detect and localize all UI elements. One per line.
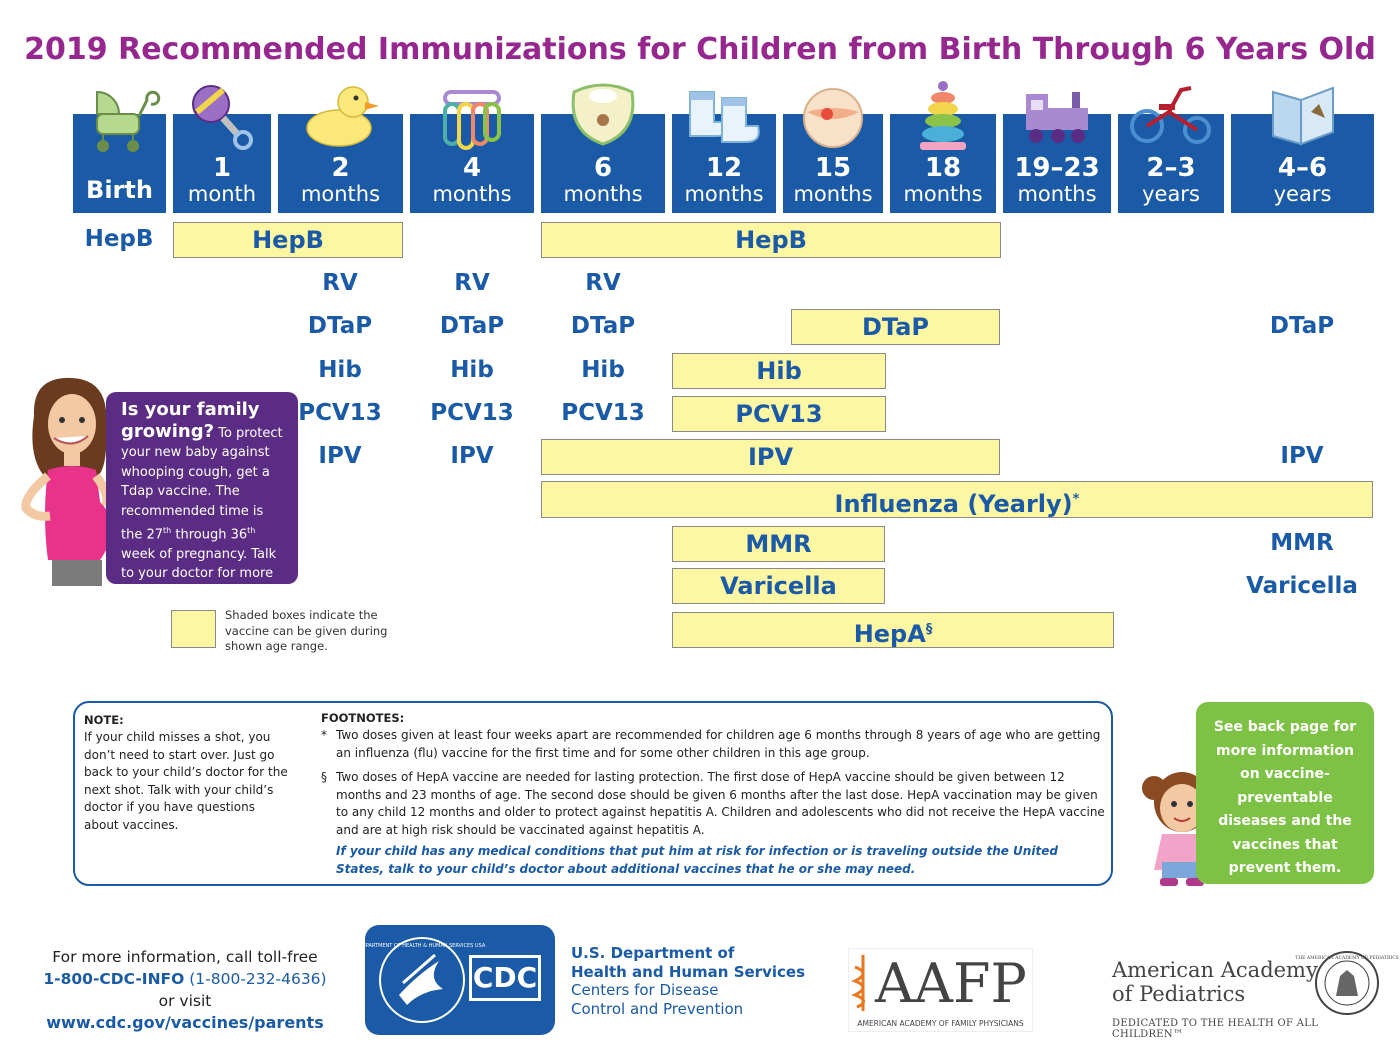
vaccine-varicella-4-6-years: Varicella [1246,573,1358,599]
bar-pcv13-12-15-months [672,396,886,432]
age-number: 4–6 [1277,153,1328,183]
age-unit: years [1273,182,1332,206]
contact-info [40,946,330,1034]
hhs-seal-icon [358,935,486,1025]
vaccine-pcv13-4-months: PCV13 [430,400,514,426]
phone-number: (1-800-232-4636) [184,970,327,988]
vaccine-rv-2-months: RV [322,270,358,296]
contact-line-3: or visit [158,992,212,1010]
hhs-line-2: Health and Human Services [571,962,805,981]
bar-label: IPV [747,443,794,471]
bar-hepb-1-2-months [173,222,403,258]
hhs-cdc-logo [358,925,555,1035]
bar-label: PCV13 [735,400,823,428]
aafp-logo-text: AAFP [875,952,1027,1015]
age-unit: years [1142,182,1200,206]
vaccine-ipv-4-months: IPV [450,443,494,469]
callout-sup-1: th [163,526,172,535]
age-unit: months [903,182,983,206]
bib-icon [568,82,638,148]
bar-mmr-12-15-months [672,526,885,562]
age-number: 2–3 [1146,153,1196,183]
bar-label: DTaP [862,313,929,341]
age-column-18-months [890,114,996,213]
bar-varicella-12-15-months [672,568,885,604]
website-link[interactable]: www.cdc.gov/vaccines/parents [46,1013,324,1032]
legend-swatch [171,610,216,648]
bar-label: Varicella [720,572,837,600]
callout-body-3: week of pregnancy. Talk to your doctor for more details. [121,546,277,601]
age-column-2-months [278,114,403,213]
seal-text: DEPARTMENT OF HEALTH & HUMAN SERVICES USA [358,943,486,949]
age-number: 6 [593,153,613,183]
footnote-influenza: Two doses given at least four weeks apart are recommended for children age 6 months through 8 years of age who are getting an influenza (flu) vaccine for the first time and for some other children in this age group. [336,728,1101,760]
vaccine-dtap-4-6-years: DTaP [1269,313,1335,339]
stacking-rings-icon [918,80,968,152]
bar-label: HepB [735,226,807,254]
vaccine-hepb-birth: HepB [84,226,154,252]
aap-line-2: of Pediatrics [1112,982,1246,1006]
vaccine-hib-4-months: Hib [450,357,494,383]
age-unit: months [432,182,512,206]
age-column-4-6-years [1231,114,1374,213]
bar-hib-12-15-months [672,353,886,389]
age-column-1-month [173,114,271,213]
cdc-line-2: Control and Prevention [571,999,744,1018]
bar-label: HepA [853,620,926,648]
callout-sup-2: th [247,526,256,535]
vaccine-hib-2-months: Hib [318,357,362,383]
aafp-subtitle: AMERICAN ACADEMY OF FAMILY PHYSICIANS [857,1019,1024,1028]
aafp-logo [848,948,1033,1032]
callout-body-1: To protect your new baby against whooping cough, get a Tdap vaccine. The recommended time is the 27 [121,425,283,543]
note-text: If your child misses a shot, you don’t need to start over. Just go back to your child’s doctor for the next shot. Talk with your child’s doctor if you have questions about vaccines. [84,730,288,832]
aap-line-1: American Academy [1112,958,1318,982]
callout-headline: Is your family growing? [121,399,260,442]
vaccine-rv-6-months: RV [585,270,621,296]
bar-influenza-yearly [541,481,1373,518]
vaccine-hib-6-months: Hib [581,357,625,383]
callout-body-2: through 36 [171,527,248,543]
footnote-closing: If your child has any medical conditions that put him at risk for infection or is traveling outside the United States, talk to your child’s doctor about additional vaccines that he or she may need. [336,844,1058,876]
caduceus-icon [851,953,875,1013]
cdc-line-1: Centers for Disease [571,981,719,999]
toy-train-icon [1022,86,1092,148]
footnote-mark-1: * [321,728,327,742]
vaccine-dtap-2-months: DTaP [307,313,373,339]
age-unit: months [793,182,873,206]
aap-seal-text: THE AMERICAN ACADEMY OF PEDIATRICS [1295,956,1399,961]
footnote-hepa: Two doses of HepA vaccine are needed for lasting protection. The first dose of HepA vaccine should be given between 12 months and 23 months of age. The second dose should be given 6 months after the last dose. HepA vaccination may be given to any child 12 months and older to protect against hepatitis A. Children and adolescents who did not receive the HepA vaccine and are at high risk should be vaccinated against hepatitis A. [336,770,1105,837]
age-unit: months [300,182,381,206]
ball-icon [801,86,865,150]
vaccine-pcv13-2-months: PCV13 [298,400,382,426]
bar-label: HepB [252,226,324,254]
age-column-6-months [541,114,665,213]
footnote-mark-2: § [321,770,327,784]
stroller-icon [85,82,155,162]
phone-link[interactable]: 1-800-CDC-INFO [43,970,185,988]
age-column-birth [73,114,166,213]
booties-icon [686,86,762,148]
age-column-12-months [672,114,776,213]
age-column-19-23-months [1003,114,1111,213]
age-number: 18 [924,153,962,183]
bar-hepb-6-18-months [541,222,1001,258]
age-column-2-3-years [1118,114,1224,213]
rattle-icon [187,82,257,152]
footnote-mark: § [925,622,933,637]
back-page-callout: See back page for more information on vaccine-preventable diseases and the vaccines that prevent them. [1196,702,1374,884]
age-unit: months [563,182,643,206]
age-number: 12 [705,153,743,183]
bar-hepa-12-23-months [672,612,1114,648]
bar-label: Influenza (Yearly) [834,490,1073,518]
contact-line-1: For more information, call toll-free [52,948,318,966]
aap-tagline: DEDICATED TO THE HEALTH OF ALL CHILDREN™ [1112,1018,1319,1040]
vaccine-pcv13-6-months: PCV13 [561,400,645,426]
vaccine-ipv-4-6-years: IPV [1280,443,1324,469]
age-unit: month [187,182,257,206]
age-number: 4 [462,153,482,183]
footnote-mark: * [1072,492,1080,507]
age-number: 19–23 [1014,153,1100,183]
vaccine-dtap-4-months: DTaP [439,313,505,339]
bar-dtap-15-18-months [791,309,1000,345]
legend-text: Shaded boxes indicate the vaccine can be given during shown age range. [225,608,388,653]
vaccine-mmr-4-6-years: MMR [1270,530,1334,556]
age-number: 2 [331,153,350,183]
hhs-line-1: U.S. Department of [571,944,735,962]
bar-ipv-6-18-months [541,439,1000,475]
family-growing-callout [106,392,298,601]
teething-rings-icon [439,82,505,152]
bar-label: Hib [756,357,802,385]
footnotes-heading: FOOTNOTES: [321,711,405,725]
age-unit: months [684,182,764,206]
age-column-4-months [410,114,534,213]
aap-seal-icon [1295,950,1399,1016]
vaccine-ipv-2-months: IPV [318,443,362,469]
page-title: 2019 Recommended Immunizations for Children from Birth Through 6 Years Old [24,32,1376,67]
vaccine-dtap-6-months: DTaP [570,313,636,339]
age-unit: months [1017,182,1097,206]
age-column-15-months [783,114,883,213]
hhs-cdc-text [571,944,831,1018]
book-icon [1267,82,1339,148]
age-number: 1 [212,153,232,183]
age-number: 15 [814,153,852,183]
duck-icon [301,82,381,148]
vaccine-rv-4-months: RV [454,270,490,296]
bar-label: MMR [745,530,812,558]
note-heading: NOTE: [84,713,124,727]
tricycle-icon [1129,84,1213,148]
cdc-logo-text: CDC [469,955,541,1001]
age-label-birth: Birth [86,176,153,204]
